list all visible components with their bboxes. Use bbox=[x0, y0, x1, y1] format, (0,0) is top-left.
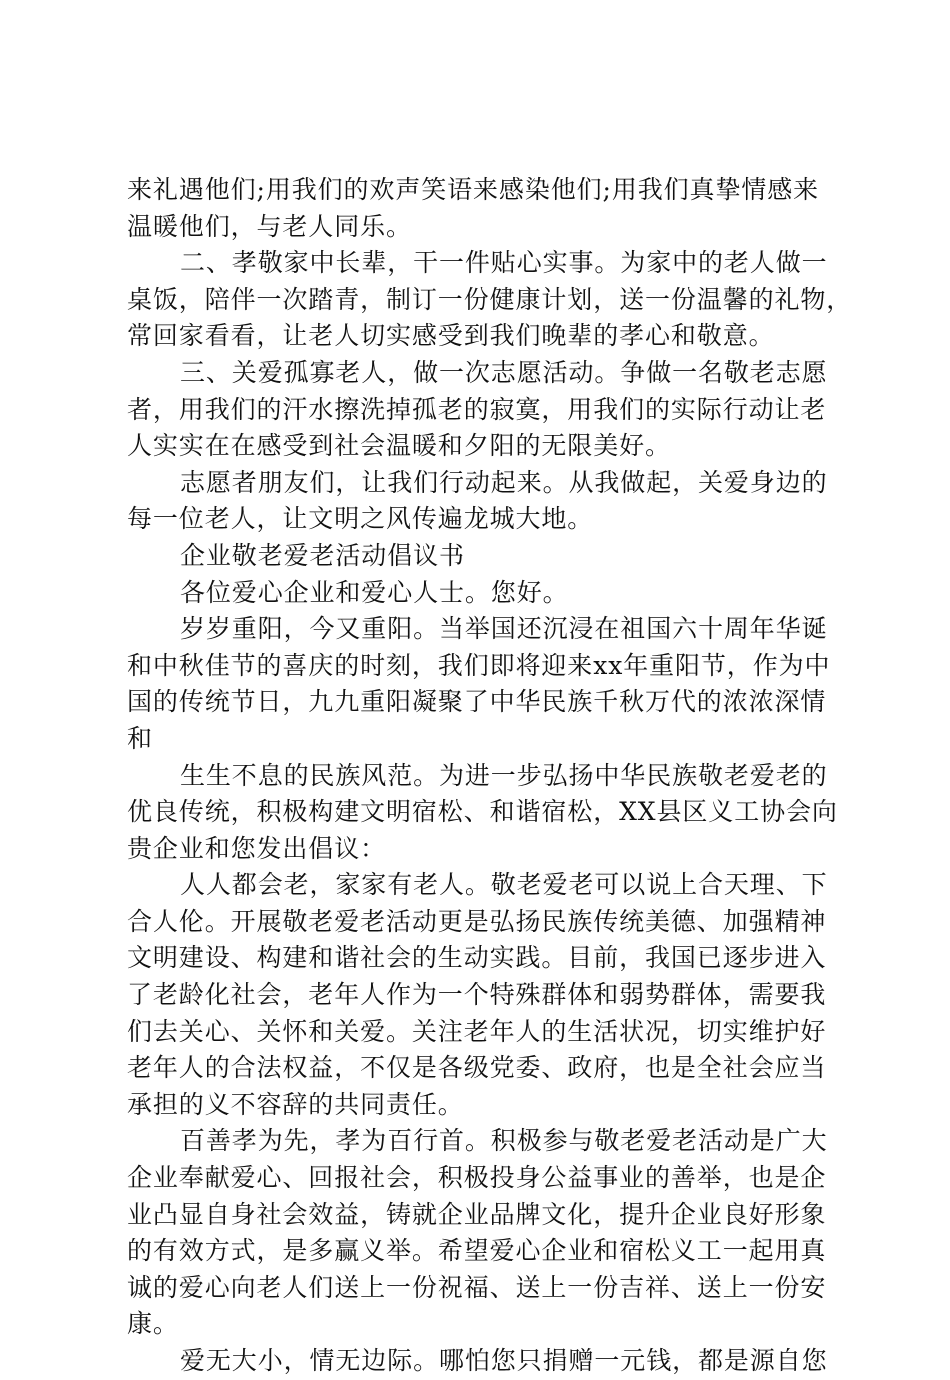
text-line: 们去关心、关怀和关爱。关注老年人的生活状况，切实维护好 bbox=[127, 1016, 827, 1046]
text-line: 常回家看看，让老人切实感受到我们晚辈的孝心和敬意。 bbox=[127, 321, 775, 351]
text-line: 者，用我们的汗水擦洗掉孤老的寂寞，用我们的实际行动让老 bbox=[127, 394, 827, 424]
text-line: 文明建设、构建和谐社会的生动实践。目前，我国已逐步进入 bbox=[127, 943, 827, 973]
text-line: 岁岁重阳，今又重阳。当举国还沉浸在祖国六十周年华诞 bbox=[180, 614, 828, 644]
text-line: 合人伦。开展敬老爱老活动更是弘扬民族传统美德、加强精神 bbox=[127, 906, 827, 936]
text-line: 志愿者朋友们，让我们行动起来。从我做起，关爱身边的 bbox=[180, 467, 828, 497]
text-line: 和 bbox=[127, 723, 153, 753]
text-line: 企业敬老爱老活动倡议书 bbox=[180, 540, 465, 570]
text-line: 百善孝为先，孝为百行首。积极参与敬老爱老活动是广大 bbox=[180, 1126, 828, 1156]
text-line: 贵企业和您发出倡议： bbox=[127, 833, 387, 863]
text-line: 爱无大小，情无边际。哪怕您只捐赠一元钱，都是源自您 bbox=[180, 1346, 828, 1375]
text-line: 康。 bbox=[127, 1309, 179, 1339]
text-line: 诚的爱心向老人们送上一份祝福、送上一份吉祥、送上一份安 bbox=[127, 1272, 827, 1302]
text-line: 业凸显自身社会效益，铸就企业品牌文化，提升企业良好形象 bbox=[127, 1199, 827, 1229]
text-line: 承担的义不容辞的共同责任。 bbox=[127, 1089, 464, 1119]
text-line: 人实实在在感受到社会温暖和夕阳的无限美好。 bbox=[127, 431, 671, 461]
text-line: 三、关爱孤寡老人，做一次志愿活动。争做一名敬老志愿 bbox=[180, 357, 828, 387]
text-line: 生生不息的民族风范。为进一步弘扬中华民族敬老爱老的 bbox=[180, 760, 828, 790]
text-line: 的有效方式，是多赢义举。希望爱心企业和宿松义工一起用真 bbox=[127, 1236, 827, 1266]
text-line: 人人都会老，家家有老人。敬老爱老可以说上合天理、下 bbox=[180, 870, 828, 900]
text-line: 各位爱心企业和爱心人士。您好。 bbox=[180, 577, 569, 607]
text-line: 了老龄化社会，老年人作为一个特殊群体和弱势群体，需要我 bbox=[127, 980, 827, 1010]
text-line: 每一位老人，让文明之风传遍龙城大地。 bbox=[127, 504, 594, 534]
text-line: 二、孝敬家中长辈，干一件贴心实事。为家中的老人做一 bbox=[180, 248, 828, 278]
text-line: 企业奉献爱心、回报社会，积极投身公益事业的善举，也是企 bbox=[127, 1163, 827, 1193]
text-line: 和中秋佳节的喜庆的时刻，我们即将迎来xx年重阳节，作为中 bbox=[127, 650, 831, 680]
text-line: 来礼遇他们;用我们的欢声笑语来感染他们;用我们真挚情感来 bbox=[127, 175, 820, 204]
text-line: 老年人的合法权益，不仅是各级党委、政府，也是全社会应当 bbox=[127, 1053, 827, 1083]
text-line: 温暖他们，与老人同乐。 bbox=[127, 211, 412, 241]
text-line: 桌饭，陪伴一次踏青，制订一份健康计划，送一份温馨的礼物， bbox=[127, 284, 853, 314]
text-line: 优良传统，积极构建文明宿松、和谐宿松，XX县区义工协会向 bbox=[127, 797, 838, 827]
document-body bbox=[127, 172, 853, 1380]
text-line: 国的传统节日，九九重阳凝聚了中华民族千秋万代的浓浓深情 bbox=[127, 687, 827, 717]
